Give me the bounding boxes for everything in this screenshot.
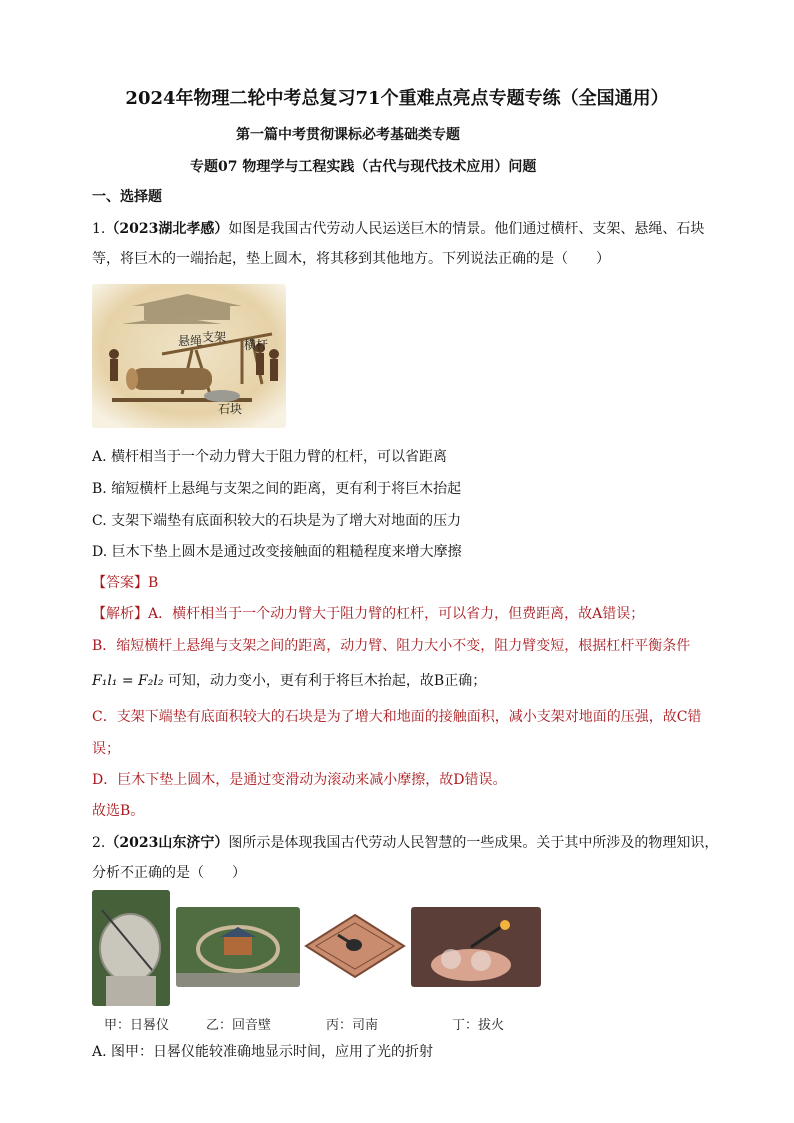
q1-analysis-text1: A．横杆相当于一个动力臂大于阻力臂的杠杆，可以省力，但费距离，故A错误； xyxy=(148,606,645,622)
compass-icon xyxy=(304,913,406,979)
subtitle-topic: 专题07 物理学与工程实践（古代与现代技术应用）问题 xyxy=(190,159,537,175)
q2-source: （2023山东济宁） xyxy=(105,835,229,851)
q1-number: 1. xyxy=(92,221,106,237)
q1-stem-line2: 等，将巨木的一端抬起，垫上圆木，将其移到其他地方。下列说法正确的是（ ） xyxy=(92,251,610,267)
echo-wall-photo xyxy=(176,907,300,987)
q1-analysis-line2: B．缩短横杆上悬绳与支架之间的距离，动力臂、阻力大小不变，阻力臂变短，根据杠杆平衡条件 xyxy=(92,638,691,654)
label-bar: 横杆 xyxy=(244,338,269,352)
q1-stem-text1: 如图是我国古代劳动人民运送巨木的情景。他们通过横杆、支架、悬绳、石块 xyxy=(228,221,705,237)
page-title: 2024年物理二轮中考总复习71个重难点亮点专题专练（全国通用） xyxy=(125,88,669,109)
q1-analysis-tag: 【解析】 xyxy=(92,606,148,622)
q1-analysis-text3: 可知，动力变小，更有利于将巨木抬起，故B正确； xyxy=(167,673,487,689)
compass-photo xyxy=(304,913,406,979)
log-transport-icon xyxy=(92,284,286,428)
q2-number: 2. xyxy=(92,835,106,851)
q1-option-b: B. 缩短横杆上悬绳与支架之间的距离，更有利于将巨木抬起 xyxy=(92,481,462,497)
echo-wall-icon xyxy=(176,907,300,987)
label-frame: 支架 xyxy=(202,330,227,344)
q1-analysis-line6: D．巨木下垫上圆木，是通过变滑动为滚动来减小摩擦，故D错误。 xyxy=(92,772,507,788)
q1-illustration xyxy=(92,284,286,428)
q2-stem-text1: 图所示是体现我国古代劳动人民智慧的一些成果。关于其中所涉及的物理知识， xyxy=(228,835,719,851)
q1-option-a: A. 横杆相当于一个动力臂大于阻力臂的杠杆，可以省距离 xyxy=(92,449,448,465)
sundial-photo xyxy=(92,890,170,1006)
caption-sundial: 甲：日晷仪 xyxy=(104,1018,170,1033)
q2-option-a: A. 图甲：日晷仪能较准确地显示时间，应用了光的折射 xyxy=(92,1044,434,1060)
caption-echo-wall: 乙：回音壁 xyxy=(206,1018,272,1033)
q1-answer: 【答案】B xyxy=(92,575,159,591)
cupping-photo xyxy=(411,907,541,987)
caption-cupping: 丁：拔火 xyxy=(452,1018,505,1033)
label-stone: 石块 xyxy=(218,402,243,416)
q1-analysis-line1 xyxy=(92,603,644,623)
subtitle-part: 第一篇中考贯彻课标必考基础类专题 xyxy=(236,127,460,143)
q1-option-d: D. 巨木下垫上圆木是通过改变接触面的粗糙程度来增大摩擦 xyxy=(92,544,462,560)
q1-analysis-line3 xyxy=(92,670,486,690)
q1-option-c: C. 支架下端垫有底面积较大的石块是为了增大对地面的压力 xyxy=(92,513,462,529)
caption-compass: 丙：司南 xyxy=(326,1018,379,1033)
section-heading: 一、选择题 xyxy=(92,189,162,205)
q1-analysis-line5: 误； xyxy=(92,741,120,757)
label-rope: 悬绳 xyxy=(178,334,203,348)
sundial-icon xyxy=(92,890,170,1006)
q1-stem-line1 xyxy=(92,218,704,238)
cupping-icon xyxy=(411,907,541,987)
q1-conclusion: 故选B。 xyxy=(92,803,145,819)
q1-analysis-line4: C．支架下端垫有底面积较大的石块是为了增大和地面的接触面积，减小支架对地面的压强，故C错 xyxy=(92,709,702,725)
q2-stem-line2: 分析不正确的是（ ） xyxy=(92,865,246,881)
lever-formula: F₁l₁ = F₂l₂ xyxy=(92,673,164,689)
q2-stem-line1 xyxy=(92,832,718,852)
q1-source: （2023湖北孝感） xyxy=(105,221,229,237)
